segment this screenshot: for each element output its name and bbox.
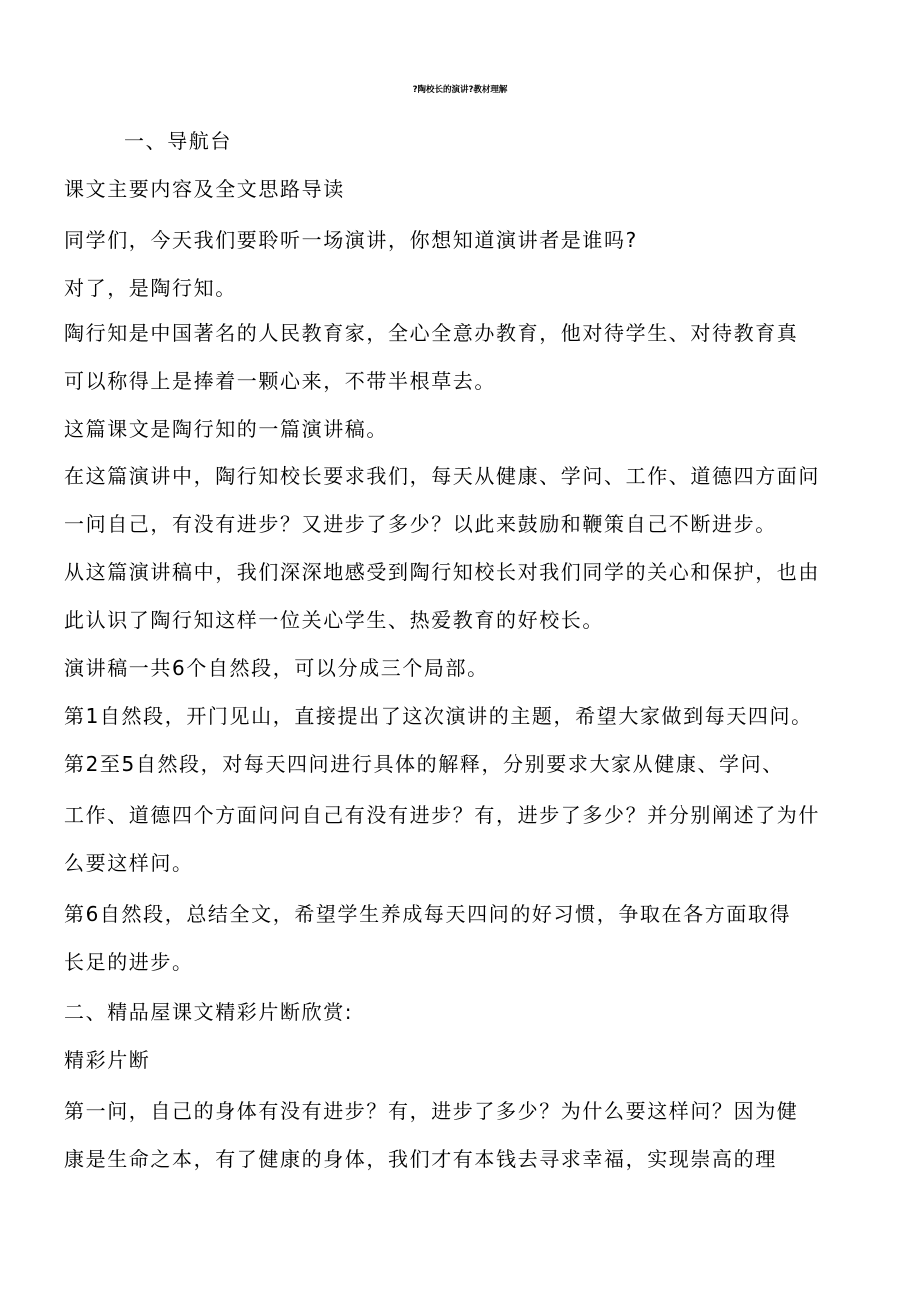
paragraph-line: 第一问，自己的身体有没有进步？有，进步了多少？为什么要这样问？因为健 <box>64 1099 799 1123</box>
paragraph-line: 课文主要内容及全文思路导读 <box>64 177 345 201</box>
paragraph-line: 从这篇演讲稿中，我们深深地感受到陶行知校长对我们同学的关心和保护，也由 <box>64 560 820 584</box>
paragraph-line: 康是生命之本，有了健康的身体，我们才有本钱去寻求幸福，实现崇高的理 <box>64 1147 777 1171</box>
paragraph-line: 演讲稿一共6个自然段，可以分成三个局部。 <box>64 656 489 680</box>
paragraph-line: 可以称得上是捧着一颗心来，不带半根草去。 <box>64 369 496 393</box>
paragraph-line: 精彩片断 <box>64 1048 151 1072</box>
paragraph-line: 第2至5自然段，对每天四问进行具体的解释，分别要求大家从健康、学问、 <box>64 752 784 776</box>
paragraph-line: 这篇课文是陶行知的一篇演讲稿。 <box>64 417 388 441</box>
document-title: ?陶校长的演讲?教材理解 <box>412 85 508 95</box>
paragraph-line: 么要这样问。 <box>64 851 194 875</box>
heading-navigation: 一、导航台 <box>124 129 232 153</box>
paragraph-line: 对了，是陶行知。 <box>64 276 237 300</box>
paragraph-line: 第1自然段，开门见山，直接提出了这次演讲的主题，希望大家做到每天四问。 <box>64 704 813 728</box>
paragraph-line: 在这篇演讲中，陶行知校长要求我们，每天从健康、学问、工作、道德四方面问 <box>64 464 820 488</box>
paragraph-line: 同学们，今天我们要聆听一场演讲，你想知道演讲者是谁吗? <box>64 228 638 252</box>
paragraph-line: 第6自然段，总结全文，希望学生养成每天四问的好习惯，争取在各方面取得 <box>64 902 792 926</box>
paragraph-line: 此认识了陶行知这样一位关心学生、热爱教育的好校长。 <box>64 608 604 632</box>
paragraph-line: 陶行知是中国著名的人民教育家，全心全意办教育，他对待学生、对待教育真 <box>64 321 799 345</box>
paragraph-line: 长足的进步。 <box>64 950 194 974</box>
paragraph-line: 工作、道德四个方面问问自己有没有进步？有，进步了多少？并分别阐述了为什 <box>64 803 820 827</box>
paragraph-line: 一问自己，有没有进步？又进步了多少？以此来鼓励和鞭策自己不断进步。 <box>64 512 777 536</box>
heading-excerpts: 二、精品屋课文精彩片断欣赏: <box>64 1000 354 1024</box>
